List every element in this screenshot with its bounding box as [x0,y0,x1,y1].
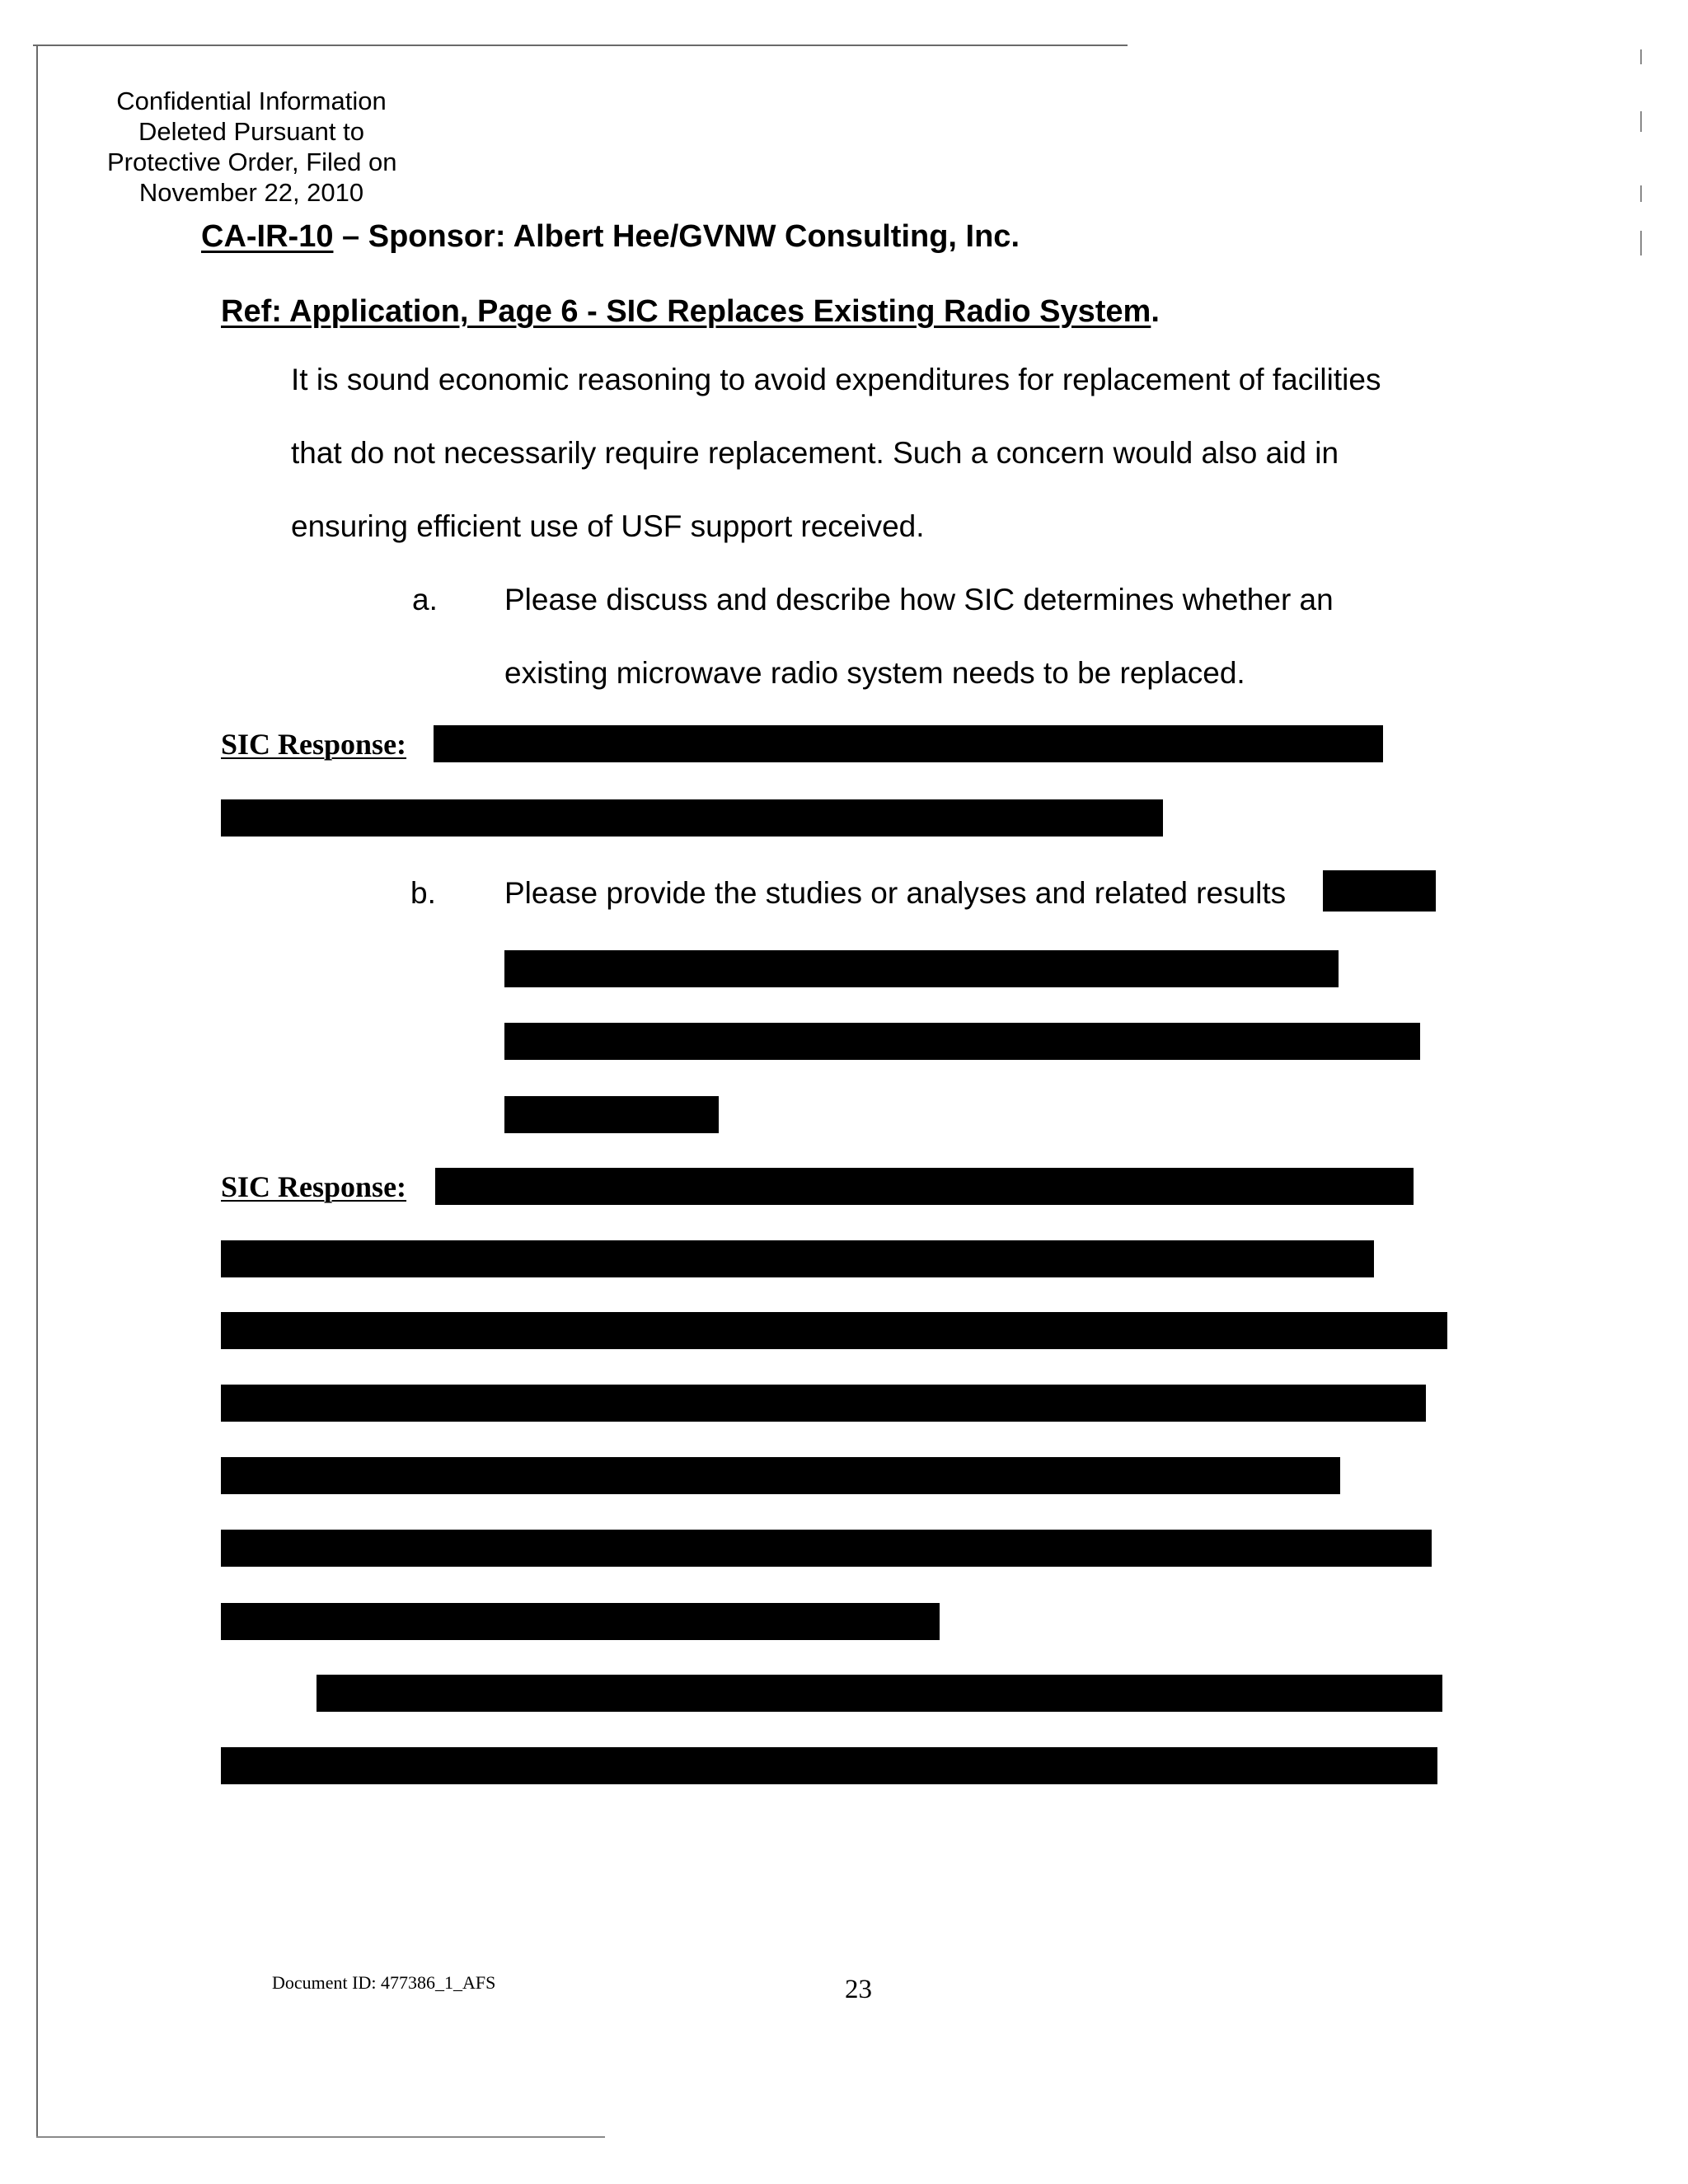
page-number: 23 [845,1975,872,2004]
intro-line: ensuring efficient use of USF support received. [291,509,925,543]
scan-mark [1640,231,1642,255]
question-b-marker: b. [410,876,436,910]
redaction-bar [504,1096,719,1133]
redaction-bar [221,1385,1426,1422]
bottom-rule [36,2136,605,2138]
request-heading [201,219,1020,255]
question-b-line: Please provide the studies or analyses and related results [504,876,1287,910]
reference-period: . [1151,294,1160,329]
redaction-bar [316,1675,1442,1712]
redaction-bar [221,1747,1437,1784]
redaction-bar [434,725,1383,762]
intro-line: that do not necessarily require replacement. Such a concern would also aid in [291,436,1339,470]
scan-mark [1640,49,1642,64]
intro-line: It is sound economic reasoning to avoid expenditures for replacement of facilities [291,363,1381,396]
redaction-bar [221,1240,1374,1277]
scan-mark [1640,185,1642,202]
scan-mark [1640,111,1642,132]
document-id: Document ID: 477386_1_AFS [272,1972,496,1993]
redaction-bar [221,1603,940,1640]
redaction-bar [221,1457,1340,1494]
confidential-notice [107,86,396,208]
redaction-bar [221,1530,1432,1567]
redaction-bar [435,1168,1414,1205]
redaction-bar [1323,870,1436,912]
question-a-line: existing microwave radio system needs to be replaced. [504,656,1245,690]
reference-heading [221,294,1160,330]
confidential-line: November 22, 2010 [138,178,364,207]
redaction-bar [221,799,1163,837]
redaction-bar [504,950,1339,987]
response-label: SIC Response: [221,1170,407,1203]
request-sponsor: – Sponsor: Albert Hee/GVNW Consulting, Inc. [333,219,1020,254]
confidential-line: Confidential Information [116,87,387,115]
top-rule [33,45,1128,46]
confidential-line: Protective Order, Filed on [107,148,397,176]
left-rule [36,45,38,2138]
response-label: SIC Response: [221,728,407,761]
request-id: CA-IR-10 [201,219,334,254]
confidential-line: Deleted Pursuant to [138,117,364,146]
redaction-bar [504,1023,1420,1060]
reference-text: Ref: Application, Page 6 - SIC Replaces Existing Radio System [221,294,1151,329]
redaction-bar [221,1312,1447,1349]
question-a-line: Please discuss and describe how SIC determines whether an [504,583,1334,616]
question-a-marker: a. [412,583,438,616]
